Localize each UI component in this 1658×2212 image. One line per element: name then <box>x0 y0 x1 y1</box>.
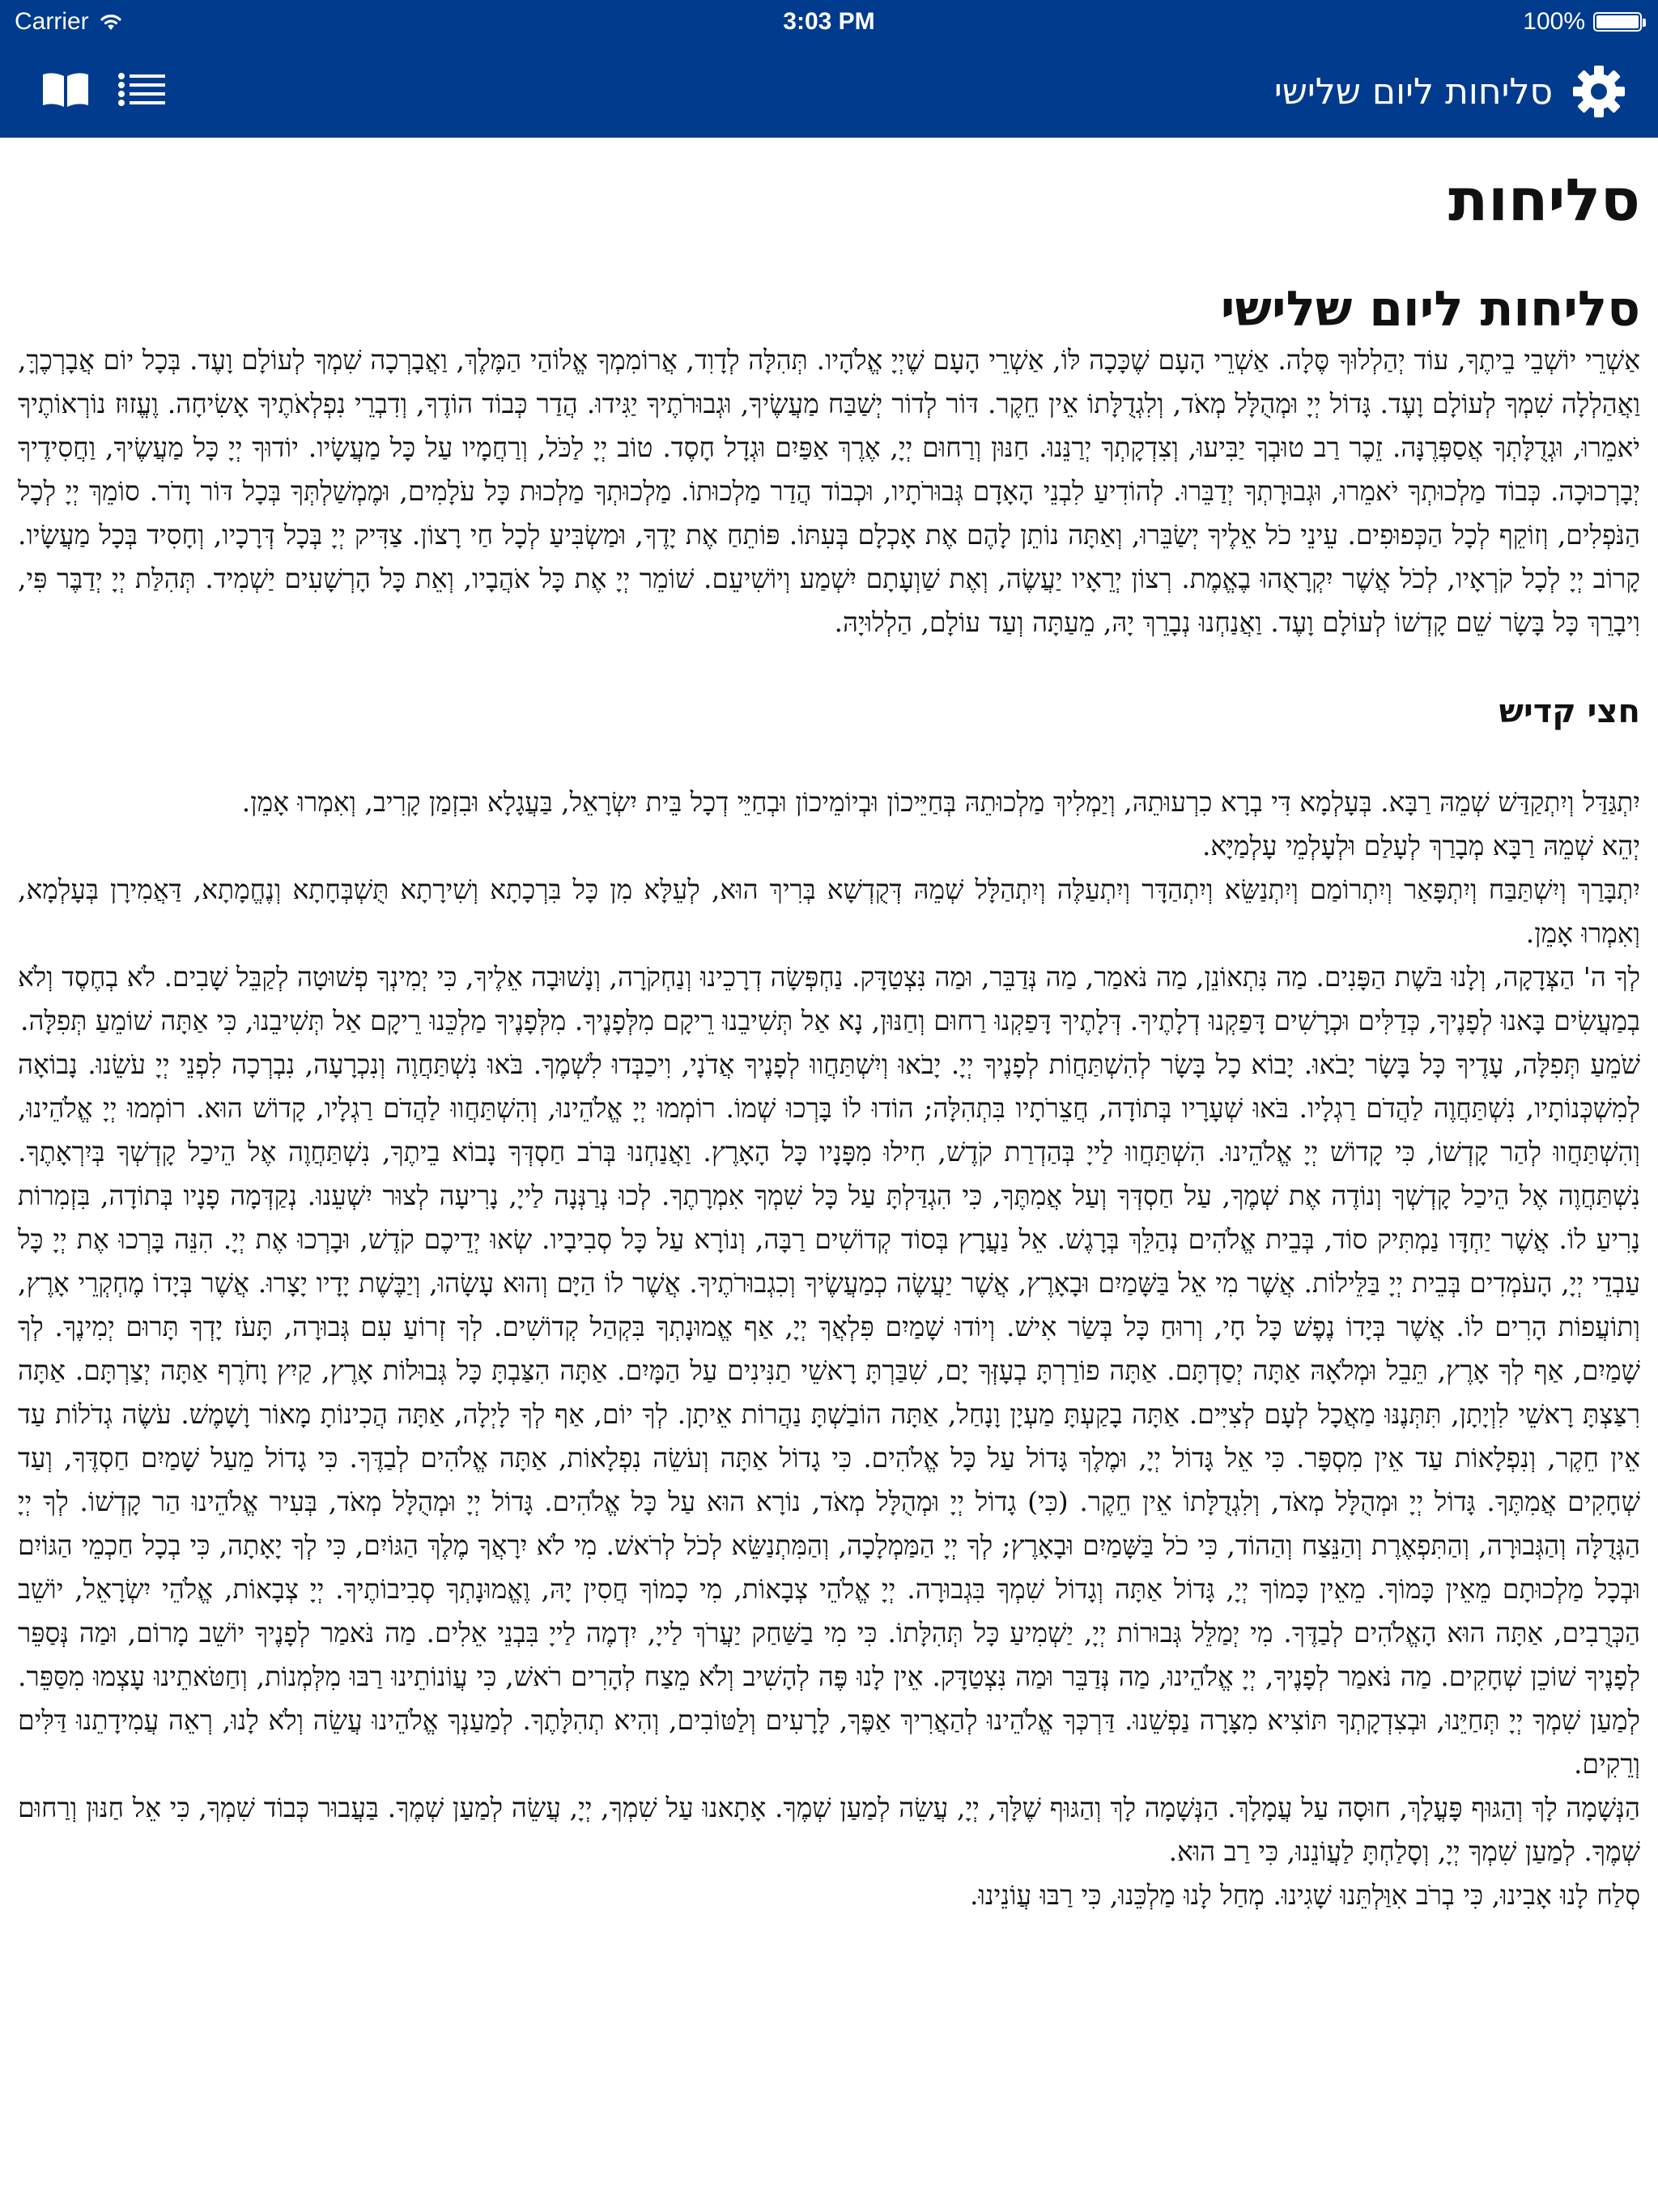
nav-bar <box>0 45 1658 138</box>
page-subtitle: סליחות ליום שלישי <box>1220 281 1640 338</box>
nav-right <box>1274 63 1627 120</box>
nav-left-actions <box>40 70 167 110</box>
kaddish-line: יִתְגַּדַּל וְיִתְקַדַּשׁ שְׁמֵהּ רַבָּא. בְּעָלְמָא דִּי בְרָא כִרְעוּתֵהּ, וְיַמְלִיךְ מַלְכוּתֵהּ בְּחַיֵּיכוֹן וּבְיוֹמֵיכוֹן וּבְחַיֵּי דְכָל בֵּית יִשְׂרָאֵל, בַּעֲגָלָא וּבִזְמַן קָרִיב, וְאִמְרוּ אָמֵן. <box>241 786 1640 819</box>
carrier-label: Carrier <box>15 8 89 35</box>
kaddish-line: יְהֵא שְׁמֵהּ רַבָּא מְבָרַךְ לְעָלַם וּלְעָלְמֵי עָלְמַיָּא. <box>1201 830 1640 862</box>
status-bar <box>0 0 1658 45</box>
list-icon[interactable] <box>117 70 167 110</box>
status-right <box>1523 8 1642 36</box>
page-title: סליחות <box>1448 166 1640 234</box>
nav-title: סליחות ליום שלישי <box>1273 70 1553 113</box>
shomea-tefila-text: שֹׁמֵעַ תְּפִלָּה, עָדֶיךָ כָּל בָּשָׂר יָבֹאוּ. יָבוֹא כָל בָּשָׂר לְהִשְׁתַּחֲוֹת לְפָנֶיךָ יְיָ. יָבֹאוּ וְיִשְׁתַּחֲווּ לְפָנֶיךָ אֲדֹנָי, וִיכַבְּדוּ לִשְׁמֶךָ. בֹּאוּ נִשְׁתַּחֲוֶה וְנִכְרָעָה, נִבְרְכָה לִפְנֵי יְיָ עֹשֵׂנוּ. נָבוֹאָה לְמִשְׁכְּנוֹתָיו, נִשְׁתַּחֲוֶה לַהֲדֹם רַגְלָיו. בֹּאוּ שְׁעָרָיו בְּתוֹדָה, חֲצֵרֹתָיו בִּתְהִלָּה; הוֹדוּ לוֹ בָּרְכוּ שְׁמוֹ. רוֹמְמוּ יְיָ אֱלֹהֵינוּ, וְהִשְׁתַּחֲווּ לַהֲדֹם רַגְלָיו, קָדוֹשׁ הוּא. רוֹמְמוּ יְיָ אֱלֹהֵינוּ, וְהִשְׁתַּחֲווּ לְהַר קָדְשׁוֹ, כִּי קָדוֹשׁ יְיָ אֱלֹהֵינוּ. הִשְׁתַּחֲווּ לַייָ בְּהַדְרַת קֹדֶשׁ, חִילוּ מִפָּנָיו כָּל הָאָרֶץ. וַאֲנַחְנוּ בְּרֹב חַסְדְּךָ נָבוֹא בֵיתֶךָ, נִשְׁתַּחֲוֶה אֶל הֵיכַל קָדְשְׁךָ בְּיִרְאָתֶךָ. נִשְׁתַּחֲוֶה אֶל הֵיכַל קָדְשְׁךָ וְנוֹדֶה אֶת שְׁמֶךָ, עַל חַסְדְּךָ וְעַל אֲמִתֶּךָ, כִּי הִגְדַּלְתָּ עַל כָּל שִׁמְךָ אִמְרָתֶךָ. לְכוּ נְרַנְּנָה לַייָ, נָרִיעָה לְצוּר יִשְׁעֵנוּ. נְקַדְּמָה פָנָיו בְּתוֹדָה, בִּזְמִרוֹת נָרִיעַ לוֹ. אֲשֶׁר יַחְדָּו נַמְתִּיק סוֹד, בְּבֵית אֱלֹהִים נְהַלֵּךְ בְּרָגֶשׁ. אֵל נַעֲרָץ בְּסוֹד קְדוֹשִׁים רַבָּה, וְנוֹרָא עַל כָּל סְבִיבָיו. שְׂאוּ יְדֵיכֶם קֹדֶשׁ, וּבָרְכוּ אֶת יְיָ. הִנֵּה בָּרְכוּ אֶת יְיָ כָּל עַבְדֵי יְיָ, הָעֹמְדִים בְּבֵית יְיָ בַּלֵּילוֹת. אֲשֶׁר מִי אֵל בַּשָּׁמַיִם וּבָאָרֶץ, אֲשֶׁר יַעֲשֶׂה כְמַעֲשֶׂיךָ וְכִגְבוּרֹתֶיךָ. אֲשֶׁר לוֹ הַיָּם וְהוּא עָשָׂהוּ, וְיַבֶּשֶׁת יָדָיו יָצָרוּ. אֲשֶׁר בְּיָדוֹ מֶחְקְרֵי אָרֶץ, וְתוֹעֲפוֹת הָרִים לוֹ. אֲשֶׁר בְּיָדוֹ נֶפֶשׁ כָּל חָי, וְרוּחַ כָּל בְּשַׂר אִישׁ. וְיוֹדוּ שָׁמַיִם פִּלְאֲךָ יְיָ, אַף אֱמוּנָתְךָ בִּקְהַל קְדוֹשִׁים. לְךָ זְרוֹעַ עִם גְּבוּרָה, תָּעֹז יָדְךָ תָּרוּם יְמִינֶךָ. לְךָ שָׁמַיִם, אַף לְךָ אָרֶץ, תֵּבֵל וּמְלֹאָהּ אַתָּה יְסַדְתָּם. אַתָּה פוֹרַרְתָּ בְעָזְּךָ יָם, שִׁבַּרְתָּ רָאשֵׁי תַנִּינִים עַל הַמָּיִם. אַתָּה הִצַּבְתָּ כָּל גְּבוּלוֹת אָרֶץ, קַיִץ וָחֹרֶף אַתָּה יְצַרְתָּם. אַתָּה רִצַּצְתָּ רָאשֵׁי לִוְיָתָן, תִּתְּנֶנּוּ מַאֲכָל לְעָם לְצִיִּים. אַתָּה בָקַעְתָּ מַעְיָן וָנָחַל, אַתָּה הוֹבַשְׁתָּ נַהֲרוֹת אֵיתָן. לְךָ יוֹם, אַף לְךָ לָיְלָה, אַתָּה הֲכִינוֹתָ מָאוֹר וָשָׁמֶשׁ. עֹשֶׂה גְדֹלוֹת עַד אֵין חֵקֶר, וְנִפְלָאוֹת עַד אֵין מִסְפָּר. כִּי אֵל גָּדוֹל יְיָ, וּמֶלֶךְ גָּדוֹל עַל כָּל אֱלֹהִים. כִּי גָדוֹל אַתָּה וְעֹשֵׂה נִפְלָאוֹת, אַתָּה אֱלֹהִים לְבַדֶּךָ. כִּי גָדוֹל מֵעַל שָׁמַיִם חַסְדֶּךָ, וְעַד שְׁחָקִים אֲמִתֶּךָ. גָּדוֹל יְיָ וּמְהֻלָּל מְאֹד, וְלִגְדֻלָּתוֹ אֵין חֵקֶר. (כִּי) גָדוֹל יְיָ וּמְהֻלָּל מְאֹד, נוֹרָא הוּא עַל כָּל אֱלֹהִים. גָּדוֹל יְיָ וּמְהֻלָּל מְאֹד, בְּעִיר אֱלֹהֵינוּ הַר קָדְשׁוֹ. לְךָ יְיָ הַגְּדֻלָּה וְהַגְּבוּרָה, וְהַתִּפְאֶרֶת וְהַנֵּצַח וְהַהוֹד, כִּי כֹל בַּשָּׁמַיִם וּבָאָרֶץ; לְךָ יְיָ הַמַּמְלָכָה, וְהַמִּתְנַשֵּׂא לְכֹל לְרֹאשׁ. מִי לֹא יִרָאֲךָ מֶלֶךְ הַגּוֹיִם, כִּי לְךָ יָאָתָה, כִּי בְכָל חַכְמֵי הַגּוֹיִם וּבְכָל מַלְכוּתָם מֵאֵין כָּמוֹךָ. מֵאֵין כָּמוֹךָ יְיָ, גָּדוֹל אַתָּה וְגָדוֹל שִׁמְךָ בִּגְבוּרָה. יְיָ אֱלֹהֵי צְבָאוֹת, מִי כָמוֹךָ חֲסִין יָהּ, וֶאֱמוּנָתְךָ סְבִיבוֹתֶיךָ. יְיָ צְבָאוֹת, אֱלֹהֵי יִשְׂרָאֵל, יוֹשֵׁב הַכְּרֻבִים, אַתָּה הוּא הָאֱלֹהִים לְבַדֶּךָ. מִי יְמַלֵּל גְּבוּרוֹת יְיָ, יַשְׁמִיעַ כָּל תְּהִלָּתוֹ. כִּי מִי בַשַּׁחַק יַעֲרֹךְ לַייָ, יִדְמֶה לַייָ בִּבְנֵי אֵלִים. מַה נֹּאמַר לְפָנֶיךָ יוֹשֵׁב מָרוֹם, וּמַה נְּסַפֵּר לְפָנֶיךָ שׁוֹכֵן שְׁחָקִים. מַה נֹּאמַר לְפָנֶיךָ, יְיָ אֱלֹהֵינוּ, מַה נְּדַבֵּר וּמַה נִּצְטַדָּק. אֵין לָנוּ פֶּה לְהָשִׁיב וְלֹא מֵצַח לְהָרִים רֹאשׁ, כִּי עֲוֹנוֹתֵינוּ רַבּוּ מִלְּמְנוֹת, וְחַטֹּאתֵינוּ עָצְמוּ מִסַּפֵּר. לְמַעַן שִׁמְךָ יְיָ תְּחַיֵּנוּ, וּבְצִדְקָתְךָ תּוֹצִיא מִצָּרָה נַפְשֵׁנוּ. דַּרְכְּךָ אֱלֹהֵינוּ לְהַאֲרִיךְ אַפֶּךָ, לָרָעִים וְלַטּוֹבִים, וְהִיא תְהִלָּתֶךָ. לְמַעַנְךָ אֱלֹהֵינוּ עֲשֵׂה וְלֹא לָנוּ, רְאֵה עֲמִידָתֵנוּ דַּלִּים וְרֵקִים. <box>18 1049 1640 1780</box>
kaddish-block <box>18 781 1640 955</box>
content-area <box>0 165 1658 1917</box>
status-time: 3:03 PM <box>783 8 875 35</box>
gear-icon[interactable] <box>1571 63 1627 120</box>
book-icon[interactable] <box>40 70 91 110</box>
lecha-text: לְךָ ה' הַצְּדָקָה, וְלָנוּ בֹּשֶׁת הַפָּנִים. מַה נִּתְאוֹנֵן, מַה נֹּאמַר, מַה נְּדַבֵּר, וּמַה נִּצְטַדָּק. נַחְפְּשָׂה דְרָכֵינוּ וְנַחְקֹרָה, וְנָשׁוּבָה אֵלֶיךָ, כִּי יְמִינְךָ פְשׁוּטָה לְקַבֵּל שָׁבִים. לֹא בְחֶסֶד וְלֹא בְמַעֲשִׂים בָּאנוּ לְפָנֶיךָ, כְּדַלִּים וּכְרָשִׁים דָּפַקְנוּ דְלָתֶיךָ. דְּלָתֶיךָ דָּפַקְנוּ רַחוּם וְחַנּוּן, נָא אַל תְּשִׁיבֵנוּ רֵיקָם מִלְּפָנֶיךָ. מִלְּפָנֶיךָ מַלְכֵּנוּ רֵיקָם אַל תְּשִׁיבֵנוּ, כִּי אַתָּה שׁוֹמֵעַ תְּפִלָּה. <box>18 961 1641 1037</box>
battery-fill <box>1596 15 1639 28</box>
kaddish-line: יִתְבָּרַךְ וְיִשְׁתַּבַּח וְיִתְפָּאַר וְיִתְרוֹמַם וְיִתְנַשֵּׂא וְיִתְהַדָּר וְיִתְעַלֶּה וְיִתְהַלָּל שְׁמֵהּ דְּקֻדְשָׁא בְּרִיךְ הוּא, לְעֵלָּא מִן כָּל בִּרְכָתָא וְשִׁירָתָא תֻּשְׁבְּחָתָא וְנֶחֱמָתָא, דַּאֲמִירָן בְּעָלְמָא, וְאִמְרוּ אָמֵן. <box>18 874 1640 950</box>
haneshama-text: הַנְּשָׁמָה לָךְ וְהַגּוּף פָּעֳלָךְ, חוּסָה עַל עֲמָלָךְ. הַנְּשָׁמָה לָךְ וְהַגּוּף שֶׁלָּךְ, יְיָ, עֲשֵׂה לְמַעַן שְׁמֶךָ. אָתָאנוּ עַל שִׁמְךָ, יְיָ, עֲשֵׂה לְמַעַן שְׁמֶךָ. בַּעֲבוּר כְּבוֹד שִׁמְךָ, כִּי אֵל חַנּוּן וְרַחוּם שְׁמֶךָ. לְמַעַן שִׁמְךָ יְיָ, וְסָלַחְתָּ לַעֲוֹנֵנוּ, כִּי רַב הוּא. <box>18 1792 1640 1868</box>
selach-text: סְלַח לָנוּ אָבִינוּ, כִּי בְרֹב אִוַּלְתֵּנוּ שָׁגִינוּ. מְחַל לָנוּ מַלְכֵּנוּ, כִּי רַבּוּ עֲוֹנֵינוּ. <box>969 1879 1640 1912</box>
battery-percent: 100% <box>1523 8 1585 35</box>
kaddish-heading: חצי קדיש <box>1499 693 1640 731</box>
battery-icon <box>1593 12 1642 32</box>
ashrei-text: אַשְׁרֵי יוֹשְׁבֵי בֵיתֶךָ, עוֹד יְהַלְלוּךָ סֶּלָה. אַשְׁרֵי הָעָם שֶׁכָּכָה לּוֹ, אַשְׁרֵי הָעָם שֶׁיְיָ אֱלֹהָיו. תְּהִלָּה לְדָוִד, אֲרוֹמִמְךָ אֱלוֹהַי הַמֶּלֶךְ, וַאֲבָרְכָה שִׁמְךָ לְעוֹלָם וָעֶד. בְּכָל יוֹם אֲבָרְכֶךָּ, וַאֲהַלְלָה שִׁמְךָ לְעוֹלָם וָעֶד. גָּדוֹל יְיָ וּמְהֻלָּל מְאֹד, וְלִגְדֻלָּתוֹ אֵין חֵקֶר. דּוֹר לְדוֹר יְשַׁבַּח מַעֲשֶׂיךָ, וּגְבוּרֹתֶיךָ יַגִּידוּ. הֲדַר כְּבוֹד הוֹדֶךָ, וְדִבְרֵי נִפְלְאֹתֶיךָ אָשִׂיחָה. וֶעֱזוּז נוֹרְאוֹתֶיךָ יֹאמֵרוּ, וּגְדֻלָּתְךָ אֲסַפְּרֶנָּה. זֵכֶר רַב טוּבְךָ יַבִּיעוּ, וְצִדְקָתְךָ יְרַנֵּנוּ. חַנּוּן וְרַחוּם יְיָ, אֶרֶךְ אַפַּיִם וּגְדָל חָסֶד. טוֹב יְיָ לַכֹּל, וְרַחֲמָיו עַל כָּל מַעֲשָׂיו. יוֹדוּךָ יְיָ כָּל מַעֲשֶׂיךָ, וַחֲסִידֶיךָ יְבָרְכוּכָה. כְּבוֹד מַלְכוּתְךָ יֹאמֵרוּ, וּגְבוּרָתְךָ יְדַבֵּרוּ. לְהוֹדִיעַ לִבְנֵי הָאָדָם גְּבוּרֹתָיו, וּכְבוֹד הֲדַר מַלְכוּתוֹ. מַלְכוּתְךָ מַלְכוּת כָּל עֹלָמִים, וּמֶמְשַׁלְתְּךָ בְּכָל דּוֹר וָדֹר. סוֹמֵךְ יְיָ לְכָל הַנֹּפְלִים, וְזוֹקֵף לְכָל הַכְּפוּפִים. עֵינֵי כֹל אֵלֶיךָ יְשַׂבֵּרוּ, וְאַתָּה נוֹתֵן לָהֶם אֶת אָכְלָם בְּעִתּוֹ. פּוֹתֵחַ אֶת יָדֶךָ, וּמַשְׂבִּיעַ לְכָל חַי רָצוֹן. צַדִּיק יְיָ בְּכָל דְּרָכָיו, וְחָסִיד בְּכָל מַעֲשָׂיו. קָרוֹב יְיָ לְכָל קֹרְאָיו, לְכֹל אֲשֶׁר יִקְרָאֻהוּ בֶאֱמֶת. רְצוֹן יְרֵאָיו יַעֲשֶׂה, וְאֶת שַׁוְעָתָם יִשְׁמַע וְיוֹשִׁיעֵם. שׁוֹמֵר יְיָ אֶת כָּל אֹהֲבָיו, וְאֵת כָּל הָרְשָׁעִים יַשְׁמִיד. תְּהִלַּת יְיָ יְדַבֶּר פִּי, וִיבָרֵךְ כָּל בָּשָׂר שֵׁם קָדְשׁוֹ לְעוֹלָם וָעֶד. וַאֲנַחְנוּ נְבָרֵךְ יָהּ, מֵעַתָּה וְעַד עוֹלָם, הַלְלוּיָהּ. <box>18 344 1640 639</box>
